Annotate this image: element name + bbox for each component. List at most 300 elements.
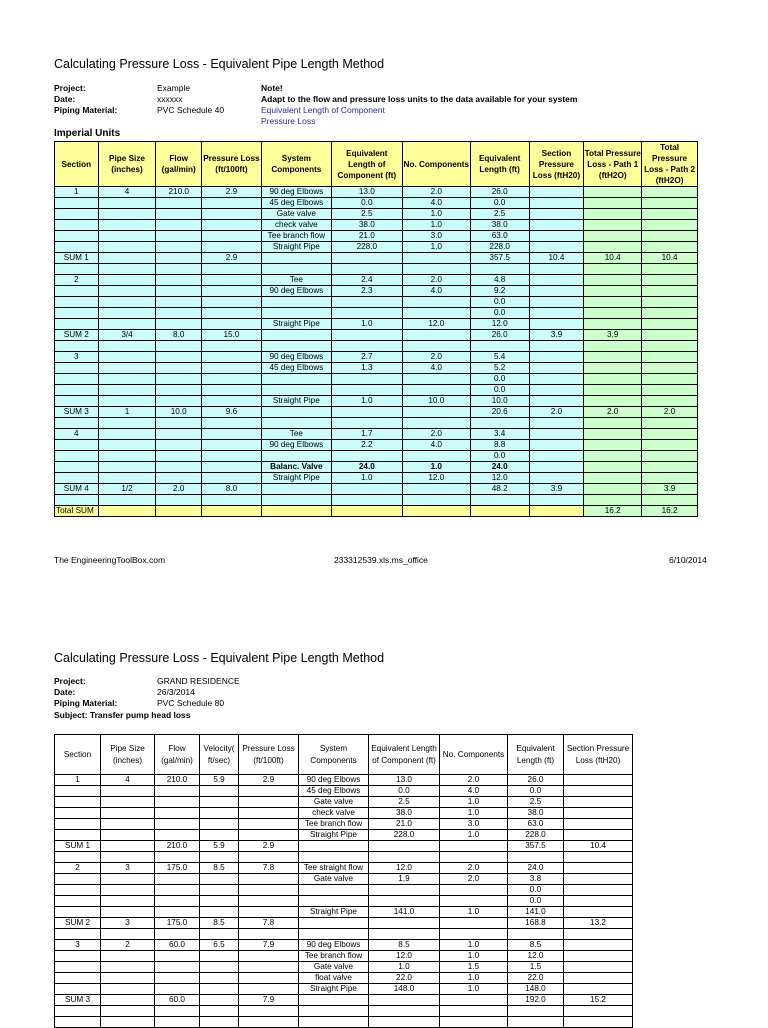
table-cell <box>98 308 156 319</box>
table-cell <box>642 341 698 352</box>
table-cell: 12.0 <box>369 951 440 962</box>
table-cell <box>402 484 470 495</box>
table-cell <box>440 841 508 852</box>
table-cell <box>529 319 584 330</box>
table-cell: 13.0 <box>369 775 440 786</box>
table-cell <box>402 418 470 429</box>
table-cell: 1.0 <box>402 209 470 220</box>
table-cell: Gate valve <box>261 209 331 220</box>
table-cell <box>101 819 155 830</box>
table-cell <box>564 852 633 863</box>
table-cell: 0.0 <box>470 451 529 462</box>
table-cell <box>642 352 698 363</box>
table-cell: Total SUM <box>55 506 99 517</box>
table-cell <box>101 874 155 885</box>
table-cell: 22.0 <box>508 973 564 984</box>
table-cell <box>55 385 99 396</box>
table-cell <box>239 1006 299 1017</box>
table-cell <box>261 484 331 495</box>
table-cell <box>98 264 156 275</box>
table-cell <box>369 1017 440 1028</box>
table-row <box>55 330 698 341</box>
table-cell <box>55 885 101 896</box>
table-cell <box>55 319 99 330</box>
table-cell <box>402 297 470 308</box>
table-cell <box>529 451 584 462</box>
section-heading: Imperial Units <box>54 128 121 139</box>
table-cell <box>239 819 299 830</box>
link-pressure-loss[interactable]: Pressure Loss <box>261 116 316 126</box>
table-cell <box>239 951 299 962</box>
table-cell <box>402 308 470 319</box>
table-cell: 90 deg Elbows <box>261 352 331 363</box>
note-text: Adapt to the flow and pressure loss units to the data available for your system <box>261 94 578 104</box>
table-cell <box>331 341 402 352</box>
table-cell: 5.9 <box>200 841 239 852</box>
table-cell <box>261 253 331 264</box>
table-cell <box>331 374 402 385</box>
page1-title: Calculating Pressure Loss - Equivalent Pipe Length Method <box>54 57 385 71</box>
table-row <box>55 775 633 786</box>
table-cell <box>200 995 239 1006</box>
table-cell <box>101 962 155 973</box>
table-cell <box>564 929 633 940</box>
table-cell <box>55 440 99 451</box>
table-cell <box>584 484 642 495</box>
table-cell <box>55 495 99 506</box>
table-row <box>55 852 633 863</box>
table-cell <box>98 242 156 253</box>
table-cell: 1.0 <box>440 797 508 808</box>
table-cell <box>331 253 402 264</box>
table-cell <box>98 451 156 462</box>
table-cell <box>564 808 633 819</box>
table-cell <box>440 929 508 940</box>
table-cell <box>55 264 99 275</box>
table-cell <box>642 330 698 341</box>
table-cell <box>584 473 642 484</box>
table-cell <box>101 995 155 1006</box>
table-cell <box>98 297 156 308</box>
table-cell <box>202 242 262 253</box>
table-cell <box>200 907 239 918</box>
table-cell <box>98 429 156 440</box>
table-cell <box>642 220 698 231</box>
table-cell: 90 deg Elbows <box>261 440 331 451</box>
column-header: Equivalent Length (ft) <box>470 142 529 187</box>
table-cell <box>55 830 101 841</box>
table-cell <box>642 187 698 198</box>
table-cell: 2.0 <box>402 352 470 363</box>
table-cell: 1.0 <box>440 940 508 951</box>
table-cell: 16.2 <box>584 506 642 517</box>
column-header: Flow (gal/min) <box>156 142 202 187</box>
table-cell <box>299 841 369 852</box>
table-cell <box>200 1017 239 1028</box>
table-cell <box>299 1017 369 1028</box>
table-cell <box>369 929 440 940</box>
table-cell <box>402 385 470 396</box>
table-cell <box>98 209 156 220</box>
table-cell: Tee branch flow <box>299 819 369 830</box>
table-cell: 0.0 <box>470 297 529 308</box>
table-cell <box>156 242 202 253</box>
table-cell <box>564 973 633 984</box>
table-cell <box>101 929 155 940</box>
link-equivalent-length[interactable]: Equivalent Length of Component <box>261 105 385 115</box>
table-cell <box>299 1006 369 1017</box>
table-cell <box>331 451 402 462</box>
table-cell: 3.9 <box>529 330 584 341</box>
table-cell: Straight Pipe <box>299 984 369 995</box>
table-cell: 210.0 <box>155 775 200 786</box>
material2-value: PVC Schedule 80 <box>157 698 225 708</box>
table-cell <box>529 341 584 352</box>
pressure-loss-table-residence <box>54 734 633 1028</box>
table-cell <box>239 885 299 896</box>
table-cell: SUM 3 <box>55 407 99 418</box>
column-header: No. Components <box>440 735 508 775</box>
table-cell <box>529 363 584 374</box>
table-cell <box>299 929 369 940</box>
table-cell <box>239 907 299 918</box>
table-cell: 8.5 <box>508 940 564 951</box>
table-cell <box>155 951 200 962</box>
table-cell: 0.0 <box>470 385 529 396</box>
table-row <box>55 242 698 253</box>
table-cell <box>98 363 156 374</box>
table-cell <box>402 253 470 264</box>
table-cell: Tee <box>261 275 331 286</box>
table-cell: 228.0 <box>508 830 564 841</box>
table-cell <box>261 264 331 275</box>
table-cell: 90 deg Elbows <box>299 775 369 786</box>
table-row <box>55 473 698 484</box>
table-cell: 7.8 <box>239 863 299 874</box>
table-cell <box>101 808 155 819</box>
table-cell: 1 <box>55 775 101 786</box>
table-cell <box>564 874 633 885</box>
table-cell: 4.0 <box>402 286 470 297</box>
table-row <box>55 352 698 363</box>
table-cell: 2 <box>101 940 155 951</box>
table-cell: 1.0 <box>402 462 470 473</box>
table-cell <box>331 484 402 495</box>
table-cell <box>98 275 156 286</box>
table-cell: 1 <box>55 187 99 198</box>
table-cell: 2.5 <box>470 209 529 220</box>
table-cell <box>55 341 99 352</box>
column-header: Equivalent Length (ft) <box>508 735 564 775</box>
table-cell: 90 deg Elbows <box>261 286 331 297</box>
table-cell <box>98 418 156 429</box>
table-cell: 1 <box>98 407 156 418</box>
table-cell: Straight Pipe <box>299 830 369 841</box>
table-cell <box>155 1017 200 1028</box>
table-cell <box>101 885 155 896</box>
table-cell: SUM 2 <box>55 918 101 929</box>
table-cell: 2.0 <box>440 775 508 786</box>
table-cell: 148.0 <box>508 984 564 995</box>
table-cell <box>155 885 200 896</box>
table-cell <box>156 264 202 275</box>
table-cell <box>529 242 584 253</box>
table-cell <box>642 231 698 242</box>
table-cell <box>402 407 470 418</box>
table-cell: 2.5 <box>508 797 564 808</box>
table-cell <box>239 830 299 841</box>
table-cell <box>202 473 262 484</box>
table-row <box>55 819 633 830</box>
table-cell <box>331 330 402 341</box>
table-cell <box>529 385 584 396</box>
table-cell <box>564 984 633 995</box>
table-cell <box>202 396 262 407</box>
table-row <box>55 995 633 1006</box>
table-cell <box>440 885 508 896</box>
table-cell <box>440 1017 508 1028</box>
table-cell <box>564 863 633 874</box>
table-cell: 3 <box>101 918 155 929</box>
table-row <box>55 929 633 940</box>
table-row <box>55 808 633 819</box>
table-cell <box>584 363 642 374</box>
table-cell <box>155 984 200 995</box>
table-row <box>55 451 698 462</box>
table-cell <box>261 495 331 506</box>
table-row <box>55 1006 633 1017</box>
table-cell <box>156 231 202 242</box>
table-header-row <box>55 142 698 187</box>
table-cell <box>642 374 698 385</box>
table-cell: 2.5 <box>331 209 402 220</box>
table-cell <box>156 473 202 484</box>
table-cell <box>156 506 202 517</box>
table-row <box>55 962 633 973</box>
table-cell: 0.0 <box>508 896 564 907</box>
table-cell: check valve <box>299 808 369 819</box>
column-header: Section Pressure Loss (ftH20) <box>529 142 584 187</box>
column-header: Flow (gal/min) <box>155 735 200 775</box>
table-cell <box>584 209 642 220</box>
table-cell <box>529 352 584 363</box>
table-row <box>55 863 633 874</box>
table-cell: SUM 3 <box>55 995 101 1006</box>
table-cell: 0.0 <box>369 786 440 797</box>
table-cell <box>55 1017 101 1028</box>
table-row <box>55 429 698 440</box>
table-cell: 24.0 <box>508 863 564 874</box>
table-cell <box>529 220 584 231</box>
table-cell <box>55 786 101 797</box>
table-cell: 1.3 <box>331 363 402 374</box>
table-cell: 4 <box>55 429 99 440</box>
table-cell: 4 <box>101 775 155 786</box>
table-cell: 15.0 <box>202 330 262 341</box>
table-cell: 45 deg Elbows <box>261 363 331 374</box>
table-cell <box>55 896 101 907</box>
table-row <box>55 462 698 473</box>
table-cell <box>156 275 202 286</box>
table-cell <box>369 841 440 852</box>
table-cell: 15.2 <box>564 995 633 1006</box>
table-cell <box>101 841 155 852</box>
table-cell: 2.9 <box>239 841 299 852</box>
table-cell <box>529 231 584 242</box>
table-cell: 12.0 <box>508 951 564 962</box>
table-cell <box>642 264 698 275</box>
table-cell <box>200 786 239 797</box>
table-row <box>55 907 633 918</box>
table-cell <box>261 297 331 308</box>
table-cell <box>642 308 698 319</box>
table-cell: 2.3 <box>331 286 402 297</box>
table-cell: SUM 1 <box>55 253 99 264</box>
table-cell: SUM 1 <box>55 841 101 852</box>
table-row <box>55 506 698 517</box>
table-cell <box>202 198 262 209</box>
table-cell: 0.0 <box>470 374 529 385</box>
table-cell <box>98 198 156 209</box>
table-cell: 24.0 <box>331 462 402 473</box>
table-cell <box>101 984 155 995</box>
table-cell: 3 <box>101 863 155 874</box>
footer-left: The EngineeringToolBox.com <box>54 555 166 565</box>
table-cell: 1.0 <box>440 808 508 819</box>
table-cell <box>156 220 202 231</box>
table-cell <box>642 209 698 220</box>
project-label: Project: <box>54 83 86 93</box>
table-cell <box>261 385 331 396</box>
table-cell <box>564 907 633 918</box>
table-cell <box>55 951 101 962</box>
table-cell <box>55 984 101 995</box>
table-cell: 4.0 <box>402 198 470 209</box>
table-cell <box>200 830 239 841</box>
table-cell <box>369 885 440 896</box>
table-cell <box>440 918 508 929</box>
table-cell <box>402 341 470 352</box>
table-cell <box>202 506 262 517</box>
table-cell <box>98 440 156 451</box>
table-cell: 12.0 <box>470 473 529 484</box>
table-cell: 2.5 <box>369 797 440 808</box>
table-cell <box>200 819 239 830</box>
table-cell: 148.0 <box>369 984 440 995</box>
table-cell: 1.0 <box>440 907 508 918</box>
table-cell: Straight Pipe <box>299 907 369 918</box>
table-cell <box>642 242 698 253</box>
table-cell: 1.0 <box>331 473 402 484</box>
table-cell <box>202 374 262 385</box>
table-cell <box>156 297 202 308</box>
table-cell <box>155 808 200 819</box>
column-header: Equivalent Length of Component (ft) <box>331 142 402 187</box>
table-cell: Tee straight flow <box>299 863 369 874</box>
table-cell <box>200 896 239 907</box>
table-row <box>55 830 633 841</box>
table-cell <box>101 951 155 962</box>
table-cell: 9.6 <box>202 407 262 418</box>
table-cell <box>156 363 202 374</box>
table-cell: Tee branch flow <box>299 951 369 962</box>
table-cell: 0.0 <box>331 198 402 209</box>
table-cell: 1.7 <box>331 429 402 440</box>
table-cell <box>261 308 331 319</box>
table-cell <box>331 407 402 418</box>
table-cell: 9.2 <box>470 286 529 297</box>
table-cell <box>529 308 584 319</box>
table-cell <box>202 385 262 396</box>
table-cell <box>564 786 633 797</box>
table-cell <box>155 896 200 907</box>
table-cell <box>156 385 202 396</box>
table-cell <box>369 1006 440 1017</box>
table-cell <box>584 198 642 209</box>
table-cell <box>200 984 239 995</box>
table-cell <box>200 951 239 962</box>
table-cell <box>564 940 633 951</box>
table-cell: 8.0 <box>156 330 202 341</box>
table-cell: Balanc. Valve <box>261 462 331 473</box>
table-cell: 4.0 <box>402 363 470 374</box>
table-cell <box>155 797 200 808</box>
table-cell <box>202 418 262 429</box>
table-cell: 1.5 <box>440 962 508 973</box>
date-label: Date: <box>54 94 76 104</box>
table-row <box>55 940 633 951</box>
table-cell <box>55 473 99 484</box>
table-row <box>55 264 698 275</box>
table-cell <box>156 440 202 451</box>
table-cell <box>584 286 642 297</box>
table-cell: 48.2 <box>470 484 529 495</box>
column-header: Section <box>55 735 101 775</box>
table-cell: 3/4 <box>98 330 156 341</box>
table-cell <box>202 352 262 363</box>
table-cell: 0.0 <box>508 786 564 797</box>
table-cell <box>239 962 299 973</box>
table-cell <box>239 874 299 885</box>
material-value: PVC Schedule 40 <box>157 105 225 115</box>
table-cell <box>584 462 642 473</box>
table-cell: 2 <box>55 275 99 286</box>
table-cell <box>98 495 156 506</box>
table-cell <box>529 198 584 209</box>
table-cell: 24.0 <box>470 462 529 473</box>
table-cell <box>98 374 156 385</box>
table-cell <box>584 429 642 440</box>
table-cell <box>101 1017 155 1028</box>
project2-label: Project: <box>54 676 86 686</box>
table-cell: 8.5 <box>369 940 440 951</box>
table-cell <box>155 973 200 984</box>
table-cell <box>564 962 633 973</box>
table-cell <box>98 286 156 297</box>
table-cell <box>101 973 155 984</box>
table-cell <box>529 429 584 440</box>
table-cell <box>529 418 584 429</box>
table-row <box>55 198 698 209</box>
table-cell: SUM 2 <box>55 330 99 341</box>
pressure-loss-table-imperial <box>54 141 698 517</box>
table-row <box>55 896 633 907</box>
table-cell <box>156 352 202 363</box>
table-cell: 13.2 <box>564 918 633 929</box>
table-cell <box>98 462 156 473</box>
table-cell: Straight Pipe <box>261 319 331 330</box>
table-cell <box>98 506 156 517</box>
